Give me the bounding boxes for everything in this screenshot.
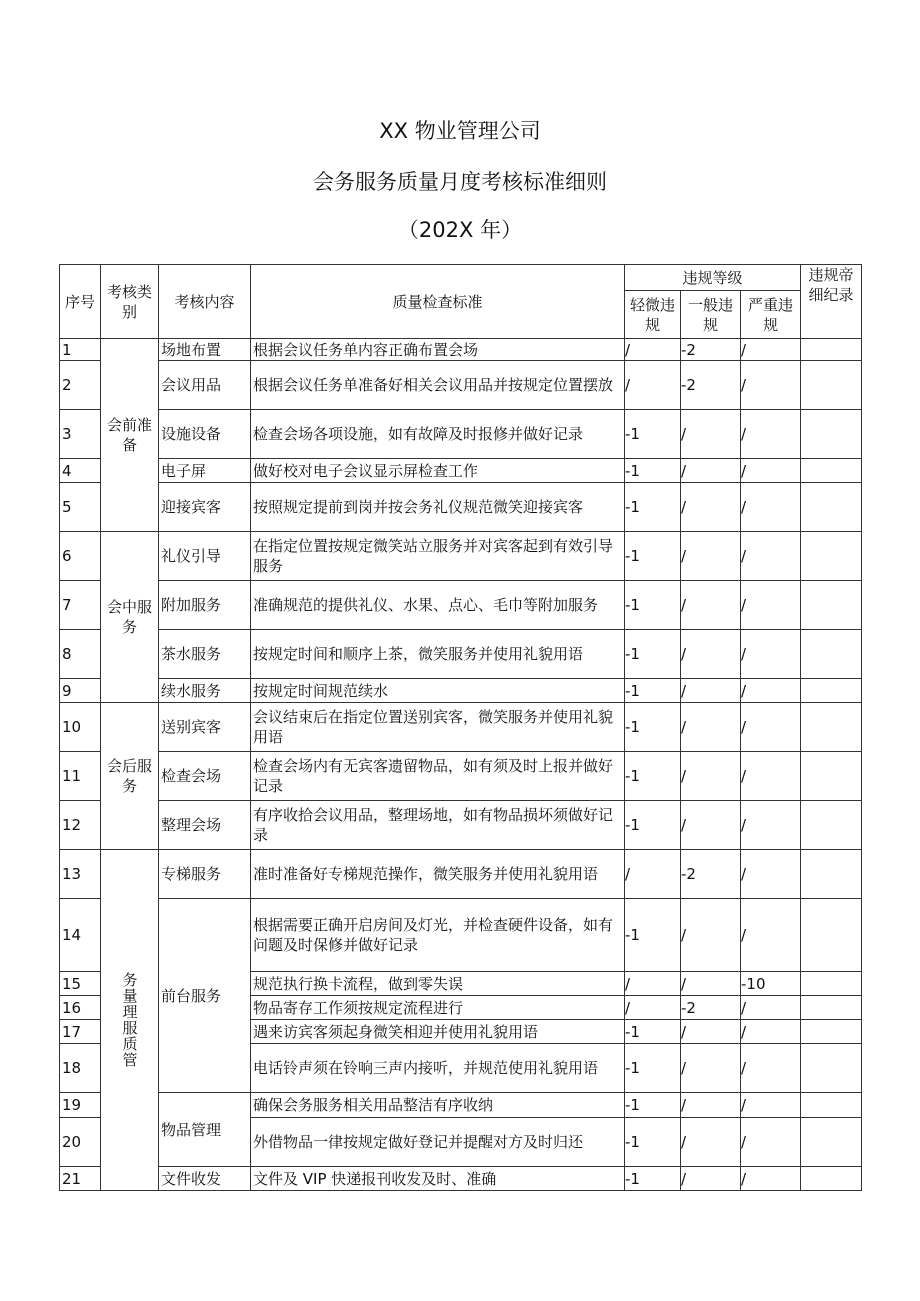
table-row — [60, 483, 862, 532]
row-record — [801, 1167, 862, 1191]
row-light: -1 — [625, 1020, 681, 1044]
row-serious: / — [741, 996, 801, 1020]
header-item: 考核内容 — [159, 265, 251, 339]
row-seq: 6 — [60, 532, 101, 581]
row-light: -1 — [625, 459, 681, 483]
row-item: 茶水服务 — [159, 630, 251, 679]
row-standard: 按规定时间和顺序上茶，微笑服务并使用礼貌用语 — [251, 630, 625, 679]
row-general: / — [681, 410, 741, 459]
row-record — [801, 996, 862, 1020]
row-seq: 8 — [60, 630, 101, 679]
row-serious: / — [741, 1118, 801, 1167]
row-general: / — [681, 1093, 741, 1118]
header-level: 违规等级 — [625, 265, 801, 291]
row-serious: / — [741, 899, 801, 972]
row-light: -1 — [625, 581, 681, 630]
row-seq: 13 — [60, 850, 101, 899]
row-light: / — [625, 996, 681, 1020]
table-row — [60, 361, 862, 410]
row-seq: 11 — [60, 752, 101, 801]
row-general: / — [681, 459, 741, 483]
row-record — [801, 752, 862, 801]
table-row — [60, 679, 862, 703]
header-record: 违规帝细纪录 — [801, 265, 862, 339]
row-light: / — [625, 361, 681, 410]
row-item: 整理会场 — [159, 801, 251, 850]
row-general: -2 — [681, 361, 741, 410]
row-record — [801, 361, 862, 410]
table-row — [60, 339, 862, 361]
row-serious: / — [741, 630, 801, 679]
row-serious: / — [741, 361, 801, 410]
row-serious: / — [741, 339, 801, 361]
header-standard: 质量检查标准 — [251, 265, 625, 339]
row-general: / — [681, 679, 741, 703]
table-row — [60, 801, 862, 850]
row-serious: / — [741, 679, 801, 703]
document-year: （202X 年） — [397, 218, 523, 242]
row-item: 送别宾客 — [159, 703, 251, 752]
row-standard: 准确规范的提供礼仪、水果、点心、毛巾等附加服务 — [251, 581, 625, 630]
category-during: 会中服务 — [101, 532, 159, 703]
category-property-label: 务量理服质管 — [120, 972, 139, 1068]
row-general: / — [681, 801, 741, 850]
row-item: 会议用品 — [159, 361, 251, 410]
row-record — [801, 899, 862, 972]
row-seq: 17 — [60, 1020, 101, 1044]
row-standard: 电话铃声须在铃响三声内接听，并规范使用礼貌用语 — [251, 1044, 625, 1093]
row-standard: 检查会场各项设施，如有故障及时报修并做好记录 — [251, 410, 625, 459]
category-after: 会后服务 — [101, 703, 159, 850]
row-record — [801, 630, 862, 679]
row-general: / — [681, 972, 741, 996]
row-standard: 确保会务服务相关用品整洁有序收纳 — [251, 1093, 625, 1118]
row-record — [801, 459, 862, 483]
row-light: -1 — [625, 532, 681, 581]
row-standard: 物品寄存工作须按规定流程进行 — [251, 996, 625, 1020]
row-serious: / — [741, 459, 801, 483]
row-record — [801, 703, 862, 752]
row-item: 设施设备 — [159, 410, 251, 459]
row-record — [801, 679, 862, 703]
row-item: 电子屏 — [159, 459, 251, 483]
header-seq: 序号 — [60, 265, 101, 339]
row-light: -1 — [625, 1167, 681, 1191]
header-row — [60, 265, 862, 291]
row-serious: / — [741, 1093, 801, 1118]
row-general: / — [681, 1044, 741, 1093]
header-serious: 严重违规 — [741, 291, 801, 339]
row-seq: 19 — [60, 1093, 101, 1118]
category-before: 会前准备 — [101, 339, 159, 532]
header-light: 轻微违规 — [625, 291, 681, 339]
row-standard: 按照规定提前到岗并按会务礼仪规范微笑迎接宾客 — [251, 483, 625, 532]
row-record — [801, 1093, 862, 1118]
row-item: 续水服务 — [159, 679, 251, 703]
table-row — [60, 630, 862, 679]
row-item: 物品管理 — [159, 1093, 251, 1167]
table-row — [60, 899, 862, 972]
row-seq: 5 — [60, 483, 101, 532]
row-record — [801, 972, 862, 996]
row-item: 迎接宾客 — [159, 483, 251, 532]
row-general: / — [681, 483, 741, 532]
row-seq: 20 — [60, 1118, 101, 1167]
row-light: -1 — [625, 679, 681, 703]
company-name: XX 物业管理公司 — [379, 119, 541, 143]
row-standard: 根据会议任务单内容正确布置会场 — [251, 339, 625, 361]
row-item: 附加服务 — [159, 581, 251, 630]
row-general: -2 — [681, 996, 741, 1020]
row-record — [801, 410, 862, 459]
table-row — [60, 459, 862, 483]
row-item: 专梯服务 — [159, 850, 251, 899]
row-serious: -10 — [741, 972, 801, 996]
row-seq: 10 — [60, 703, 101, 752]
table-row — [60, 581, 862, 630]
row-serious: / — [741, 801, 801, 850]
row-seq: 21 — [60, 1167, 101, 1191]
row-standard: 规范执行换卡流程，做到零失误 — [251, 972, 625, 996]
table-row — [60, 1093, 862, 1118]
row-light: -1 — [625, 1093, 681, 1118]
row-seq: 1 — [60, 339, 101, 361]
table-row — [60, 410, 862, 459]
row-serious: / — [741, 532, 801, 581]
row-serious: / — [741, 1044, 801, 1093]
row-record — [801, 581, 862, 630]
row-item: 前台服务 — [159, 899, 251, 1093]
row-serious: / — [741, 850, 801, 899]
row-record — [801, 1044, 862, 1093]
row-general: / — [681, 1020, 741, 1044]
row-serious: / — [741, 1167, 801, 1191]
row-seq: 15 — [60, 972, 101, 996]
category-property — [101, 850, 159, 1191]
row-record — [801, 1020, 862, 1044]
row-seq: 12 — [60, 801, 101, 850]
row-light: -1 — [625, 1118, 681, 1167]
row-item: 场地布置 — [159, 339, 251, 361]
header-category: 考核类别 — [101, 265, 159, 339]
row-general: / — [681, 532, 741, 581]
row-general: / — [681, 1118, 741, 1167]
row-standard: 外借物品一律按规定做好登记并提醒对方及时归还 — [251, 1118, 625, 1167]
header-general: 一般违规 — [681, 291, 741, 339]
title-block — [0, 118, 920, 243]
row-general: / — [681, 630, 741, 679]
row-standard: 遇来访宾客须起身微笑相迎并使用礼貌用语 — [251, 1020, 625, 1044]
table-row — [60, 532, 862, 581]
row-record — [801, 801, 862, 850]
row-general: / — [681, 1167, 741, 1191]
row-seq: 3 — [60, 410, 101, 459]
row-item: 文件收发 — [159, 1167, 251, 1191]
row-item: 检查会场 — [159, 752, 251, 801]
row-general: -2 — [681, 850, 741, 899]
row-light: -1 — [625, 630, 681, 679]
row-light: -1 — [625, 410, 681, 459]
row-record — [801, 483, 862, 532]
row-light: -1 — [625, 703, 681, 752]
row-record — [801, 339, 862, 361]
row-standard: 准时准备好专梯规范操作，微笑服务并使用礼貌用语 — [251, 850, 625, 899]
row-seq: 16 — [60, 996, 101, 1020]
row-record — [801, 850, 862, 899]
assessment-table — [59, 264, 862, 1191]
row-light: -1 — [625, 1044, 681, 1093]
row-record — [801, 532, 862, 581]
row-serious: / — [741, 483, 801, 532]
row-general: -2 — [681, 339, 741, 361]
row-light: -1 — [625, 899, 681, 972]
row-serious: / — [741, 752, 801, 801]
row-standard: 做好校对电子会议显示屏检查工作 — [251, 459, 625, 483]
table-row — [60, 1167, 862, 1191]
row-light: / — [625, 972, 681, 996]
row-seq: 7 — [60, 581, 101, 630]
row-serious: / — [741, 581, 801, 630]
row-general: / — [681, 581, 741, 630]
row-standard: 根据需要正确开启房间及灯光，并检查硬件设备，如有问题及时保修并做好记录 — [251, 899, 625, 972]
row-general: / — [681, 703, 741, 752]
table-row — [60, 850, 862, 899]
row-light: -1 — [625, 801, 681, 850]
row-light: -1 — [625, 483, 681, 532]
row-serious: / — [741, 1020, 801, 1044]
row-serious: / — [741, 410, 801, 459]
row-light: / — [625, 339, 681, 361]
row-standard: 根据会议任务单准备好相关会议用品并按规定位置摆放 — [251, 361, 625, 410]
row-light: -1 — [625, 752, 681, 801]
row-standard: 有序收拾会议用品，整理场地，如有物品损坏须做好记录 — [251, 801, 625, 850]
row-seq: 2 — [60, 361, 101, 410]
row-light: / — [625, 850, 681, 899]
row-standard: 按规定时间规范续水 — [251, 679, 625, 703]
row-general: / — [681, 752, 741, 801]
table-row — [60, 752, 862, 801]
row-seq: 18 — [60, 1044, 101, 1093]
row-standard: 在指定位置按规定微笑站立服务并对宾客起到有效引导服务 — [251, 532, 625, 581]
row-seq: 9 — [60, 679, 101, 703]
row-standard: 文件及 VIP 快递报刊收发及时、准确 — [251, 1167, 625, 1191]
table-row — [60, 703, 862, 752]
row-standard: 会议结束后在指定位置送别宾客，微笑服务并使用礼貌用语 — [251, 703, 625, 752]
row-serious: / — [741, 703, 801, 752]
row-standard: 检查会场内有无宾客遗留物品，如有须及时上报并做好记录 — [251, 752, 625, 801]
row-record — [801, 1118, 862, 1167]
row-item: 礼仪引导 — [159, 532, 251, 581]
document-title: 会务服务质量月度考核标准细则 — [313, 170, 607, 194]
row-seq: 4 — [60, 459, 101, 483]
row-general: / — [681, 899, 741, 972]
row-seq: 14 — [60, 899, 101, 972]
